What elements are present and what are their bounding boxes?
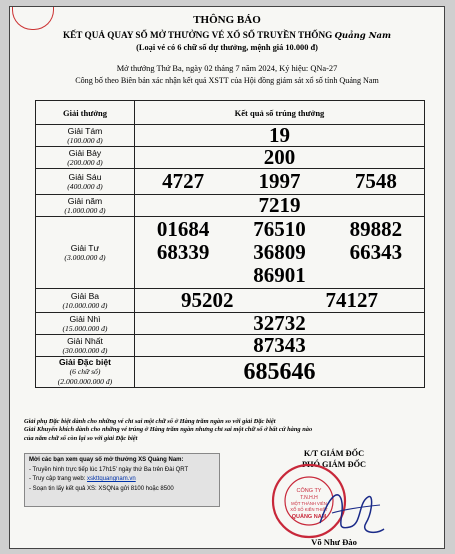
- ticket-note: (Loại vé có 6 chữ số dự thưởng, mệnh giá 10.000 đ): [136, 43, 318, 52]
- winning-number: 86901: [253, 263, 306, 287]
- prize-numbers: [135, 125, 425, 147]
- prize-label: Giải Nhì (15.000.000 đ): [36, 313, 135, 335]
- svg-text:T.N.H.H: T.N.H.H: [300, 495, 318, 501]
- winning-number: 4727: [162, 169, 205, 193]
- prize-label: Giải Sáu (400.000 đ): [36, 169, 135, 195]
- table-row: [36, 147, 425, 169]
- winning-number: 7548: [354, 169, 397, 193]
- signature-position: PHÓ GIÁM ĐỐC: [301, 460, 367, 469]
- winning-number: 68339: [156, 240, 210, 264]
- winning-number: 95202: [181, 288, 234, 312]
- handwritten-signature-icon: [310, 483, 390, 541]
- signer-name: Võ Như Đào: [311, 537, 357, 547]
- draw-info: Mở thưởng Thứ Ba, ngày 02 tháng 7 năm 2024, Ký hiệu: QNa-27: [116, 64, 338, 73]
- help-heading: Mời các bạn xem quay số mở thưởng XS Quảng Nam:: [29, 457, 184, 463]
- announcement: Công bố theo Biên bản xác nhận kết quả XSTT của Hội đồng giám sát xổ số tỉnh Quảng Nam: [75, 76, 379, 85]
- table-row: [36, 125, 425, 147]
- winning-number: 7219: [258, 193, 301, 217]
- prize-numbers: [135, 357, 425, 388]
- prize-label: Giải Tám (100.000 đ): [36, 125, 135, 147]
- winning-number: 36809: [253, 240, 306, 264]
- table-row: [36, 335, 425, 357]
- prize-label: Giải Bảy (200.000 đ): [36, 147, 135, 169]
- table-row: [36, 169, 425, 195]
- table-row: [36, 357, 425, 388]
- table-header-row: [36, 101, 425, 125]
- table-row: [36, 313, 425, 335]
- viewing-info-box: [24, 453, 220, 507]
- prize-numbers: [135, 217, 425, 289]
- help-item-sms: - Soạn tin lấy kết quả XS: XSQNa gửi 8100 hoặc 8500: [29, 485, 174, 492]
- header-result: Kết quả số trúng thưởng: [135, 101, 425, 125]
- notice-subtitle: [10, 30, 444, 41]
- table-row: [36, 217, 425, 289]
- prize-label: Giải năm (1.000.000 đ): [36, 195, 135, 217]
- winning-number: 32732: [253, 311, 306, 335]
- table-row: [36, 195, 425, 217]
- winning-number: 89882: [349, 217, 403, 241]
- winning-number: 19: [269, 123, 290, 147]
- header-prize: Giải thưởng: [36, 101, 135, 125]
- svg-text:CÔNG TY: CÔNG TY: [296, 488, 322, 494]
- prize-numbers: [135, 335, 425, 357]
- prize-label: Giải Đặc biệt (6 chữ số) (2.000.000.000 đ): [36, 357, 135, 388]
- winning-number: 87343: [253, 333, 306, 357]
- prize-numbers: [135, 147, 425, 169]
- prize-numbers: [135, 289, 425, 313]
- subtitle-text: KẾT QUẢ QUAY SỐ MỞ THƯỞNG VÉ XỔ SỐ TRUYỀN THỐNG: [63, 30, 333, 40]
- notice-title: THÔNG BÁO: [193, 14, 261, 26]
- svg-text:XỔ SỐ KIẾN THIẾT: XỔ SỐ KIẾN THIẾT: [290, 507, 328, 512]
- footnote: Giải phụ Đặc biệt dành cho những vé chỉ sai một chữ số ở Hàng trăm ngàn so với giải Đặc biệt Giải Khuyến khích dành cho những vé trúng ở Hàng trăm ngàn nhưng chỉ sai một chữ số ở bất cứ hàng nào của năm chữ số còn lại so với giải Đặc biệt: [24, 418, 313, 442]
- results-table: [35, 100, 425, 388]
- winning-number: 200: [263, 145, 296, 169]
- prize-label: Giải Nhất (30.000.000 đ): [36, 335, 135, 357]
- help-item-tv: - Truyền hình trực tiếp lúc 17h15' ngày thứ Ba trên Đài QRT: [29, 466, 189, 473]
- special-number: 685646: [243, 358, 316, 385]
- website-link[interactable]: xskttquangnam.vn: [87, 476, 136, 483]
- winning-number: 74127: [325, 288, 378, 312]
- winning-number: 1997: [258, 169, 301, 193]
- prize-label: Giải Ba (10.000.000 đ): [36, 289, 135, 313]
- signature-title: K/T GIÁM ĐỐC: [303, 449, 365, 458]
- prize-numbers: [135, 195, 425, 217]
- prize-numbers: [135, 313, 425, 335]
- prize-label: Giải Tư (3.000.000 đ): [36, 217, 135, 289]
- help-item-web: - Truy cập trang web: xskttquangnam.vn: [29, 476, 136, 483]
- table-row: [36, 289, 425, 313]
- winning-number: 66343: [349, 240, 403, 264]
- winning-number: 76510: [253, 217, 306, 241]
- winning-number: 01684: [156, 217, 210, 241]
- brand-name: Quảng Nam: [334, 31, 391, 41]
- prize-numbers: [135, 169, 425, 195]
- svg-text:QUẢNG NAM: QUẢNG NAM: [291, 514, 327, 520]
- lottery-result-notice: [9, 6, 445, 549]
- svg-text:MỘT THÀNH VIÊN: MỘT THÀNH VIÊN: [291, 501, 327, 506]
